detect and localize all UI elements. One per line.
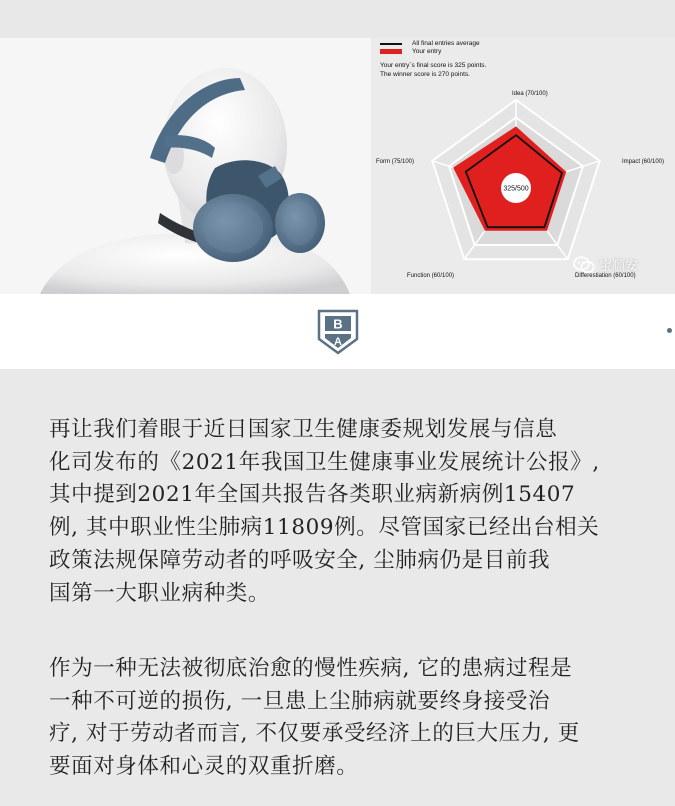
wechat-icon <box>573 256 595 274</box>
axis-label-differentiation: Differestiation (60/100) <box>575 273 636 279</box>
paragraph-line: 疗, 对于劳动者而言, 不仅要承受经济上的巨大压力, 更 <box>49 721 580 747</box>
paragraph-line: 化司发布的《2021年我国卫生健康事业发展统计公报》, <box>49 449 600 475</box>
paragraph-line: 例, 其中职业性尘肺病11809例。尽管国家已经出台相关 <box>49 515 600 541</box>
logo-letter-a: A <box>334 336 342 348</box>
paragraph-line: 一种不可逆的损伤, 一旦患上尘肺病就要终身接受治 <box>49 688 551 714</box>
respirator-illustration <box>0 38 371 294</box>
paragraph-1 <box>49 414 639 610</box>
article-body <box>0 369 675 806</box>
axis-label-form: Form (75/100) <box>376 159 415 165</box>
paragraph-line: 作为一种无法被彻底治愈的慢性疾病, 它的患病过程是 <box>49 656 573 681</box>
logo-band <box>0 294 675 369</box>
final-score-text: Your entry`s final score is 325 points. <box>380 62 487 69</box>
respirator-photo <box>0 38 371 294</box>
top-strip <box>0 0 675 38</box>
axis-label-idea: Idea (70/100) <box>512 91 548 97</box>
hero-banner <box>0 38 675 294</box>
legend-entry-label: Your entry <box>412 48 442 55</box>
paragraph-line: 再让我们着眼于近日国家卫生健康委规划发展与信息 <box>49 417 558 442</box>
paragraph-line: 其中提到2021年全国共报告各类职业病新病例15407 <box>49 482 576 508</box>
watermark <box>573 255 638 274</box>
paragraph-line: 政策法规保障劳动者的呼吸安全, 尘肺病仍是目前我 <box>49 547 551 573</box>
winner-score-text: The winner score is 270 points. <box>380 71 470 78</box>
ba-logo <box>316 309 360 355</box>
center-score-label: 325/500 <box>503 185 529 193</box>
logo-letter-b: B <box>333 316 343 332</box>
legend-average-label: All final entries average <box>412 40 480 47</box>
axis-label-impact: Impact (60/100) <box>622 159 665 165</box>
paragraph-2 <box>49 653 639 784</box>
paragraph-line: 国第一大职业病种类。 <box>49 580 271 606</box>
radar-chart-panel <box>371 38 675 294</box>
page-indicator-dot <box>667 328 672 333</box>
axis-label-function: Function (60/100) <box>407 273 455 279</box>
watermark-text: 宝顺安 <box>599 259 639 274</box>
paragraph-line: 要面对身体和心灵的双重折磨。 <box>49 754 359 780</box>
